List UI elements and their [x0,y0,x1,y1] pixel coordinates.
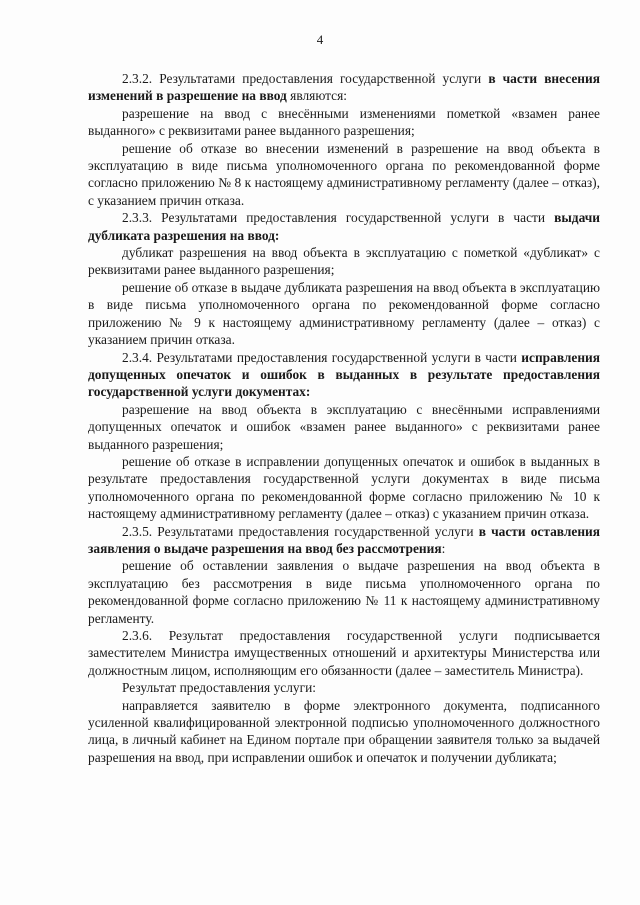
section-2-3-5-heading: 2.3.5. Результатами предоставления государственной услуги в части оставления заявления о выдаче разрешения на ввод без рассмотрения: [88,523,600,556]
result-label: Результат предоставления услуги: [122,680,316,696]
section-2-3-5-item: решение об оставлении заявления о выдаче разрешения на ввод объекта в эксплуатацию без рассмотрения в виде письма уполномоченного органа по рекомендованной форме согласно приложению № 11 к настоящему административному регламенту. [88,558,600,626]
section-2-3-2-item: решение об отказе во внесении изменений в разрешение на ввод объекта в эксплуатацию в виде письма уполномоченного органа по рекомендованной форме согласно приложению № 8 к настоящему административному регламенту (далее – отказ), с указанием причин отказа. [88,140,600,208]
section-2-3-2-heading: 2.3.2. Результатами предоставления государственной услуги в части внесения изменений в разрешение на ввод являются: [88,71,600,104]
section-2-3-3-item: дубликат разрешения на ввод объекта в эксплуатацию с пометкой «дубликат» с реквизитами ранее выданного разрешения; [88,245,600,278]
page-number: 4 [316,32,324,47]
section-2-3-6-paragraph: 2.3.6. Результат предоставления государственной услуги подписывается заместителем Министра имущественных отношений и архитектуры Министерства или должностным лицом, исполняющим его обязанности (далее – заместитель Министра). [88,628,600,678]
section-2-3-4-heading: 2.3.4. Результатами предоставления государственной услуги в части исправления допущенных опечаток и ошибок в выданных в результате предоставления государственной услуги документах: [88,349,600,400]
section-2-3-4-item: разрешение на ввод объекта в эксплуатацию с внесёнными исправлениями допущенных опечаток и ошибок «взамен ранее выданного» с реквизитами ранее выданного разрешения; [88,401,600,452]
document-body [88,70,600,766]
section-2-3-3-item: решение об отказе в выдаче дубликата разрешения на ввод объекта в эксплуатацию в виде письма уполномоченного органа по рекомендованной форме согласно приложению № 9 к настоящему административному регламенту (далее – отказ) с указанием причин отказа. [88,279,600,348]
section-2-3-3-heading: 2.3.3. Результатами предоставления государственной услуги в части выдачи дубликата разрешения на ввод: [88,210,600,243]
section-2-3-2-item: разрешение на ввод с внесёнными изменениями пометкой «взамен ранее выданного» с реквизитами ранее выданного разрешения; [88,105,600,139]
section-2-3-4-item: решение об отказе в исправлении допущенных опечаток и ошибок в выданных в результате предоставления государственной услуги документах в виде письма уполномоченного органа по рекомендованной форме согласно приложению № 10 к настоящему административному регламенту (далее – отказ) с указанием причин отказа. [88,453,600,522]
section-2-3-6-item: направляется заявителю в форме электронного документа, подписанного усиленной квалифицированной электронной подписью уполномоченного должностного лица, в личный кабинет на Едином портале при обращении заявителя только за выдачей разрешения на ввод, при исправлении ошибок и опечаток и получении дубликата; [88,697,600,765]
